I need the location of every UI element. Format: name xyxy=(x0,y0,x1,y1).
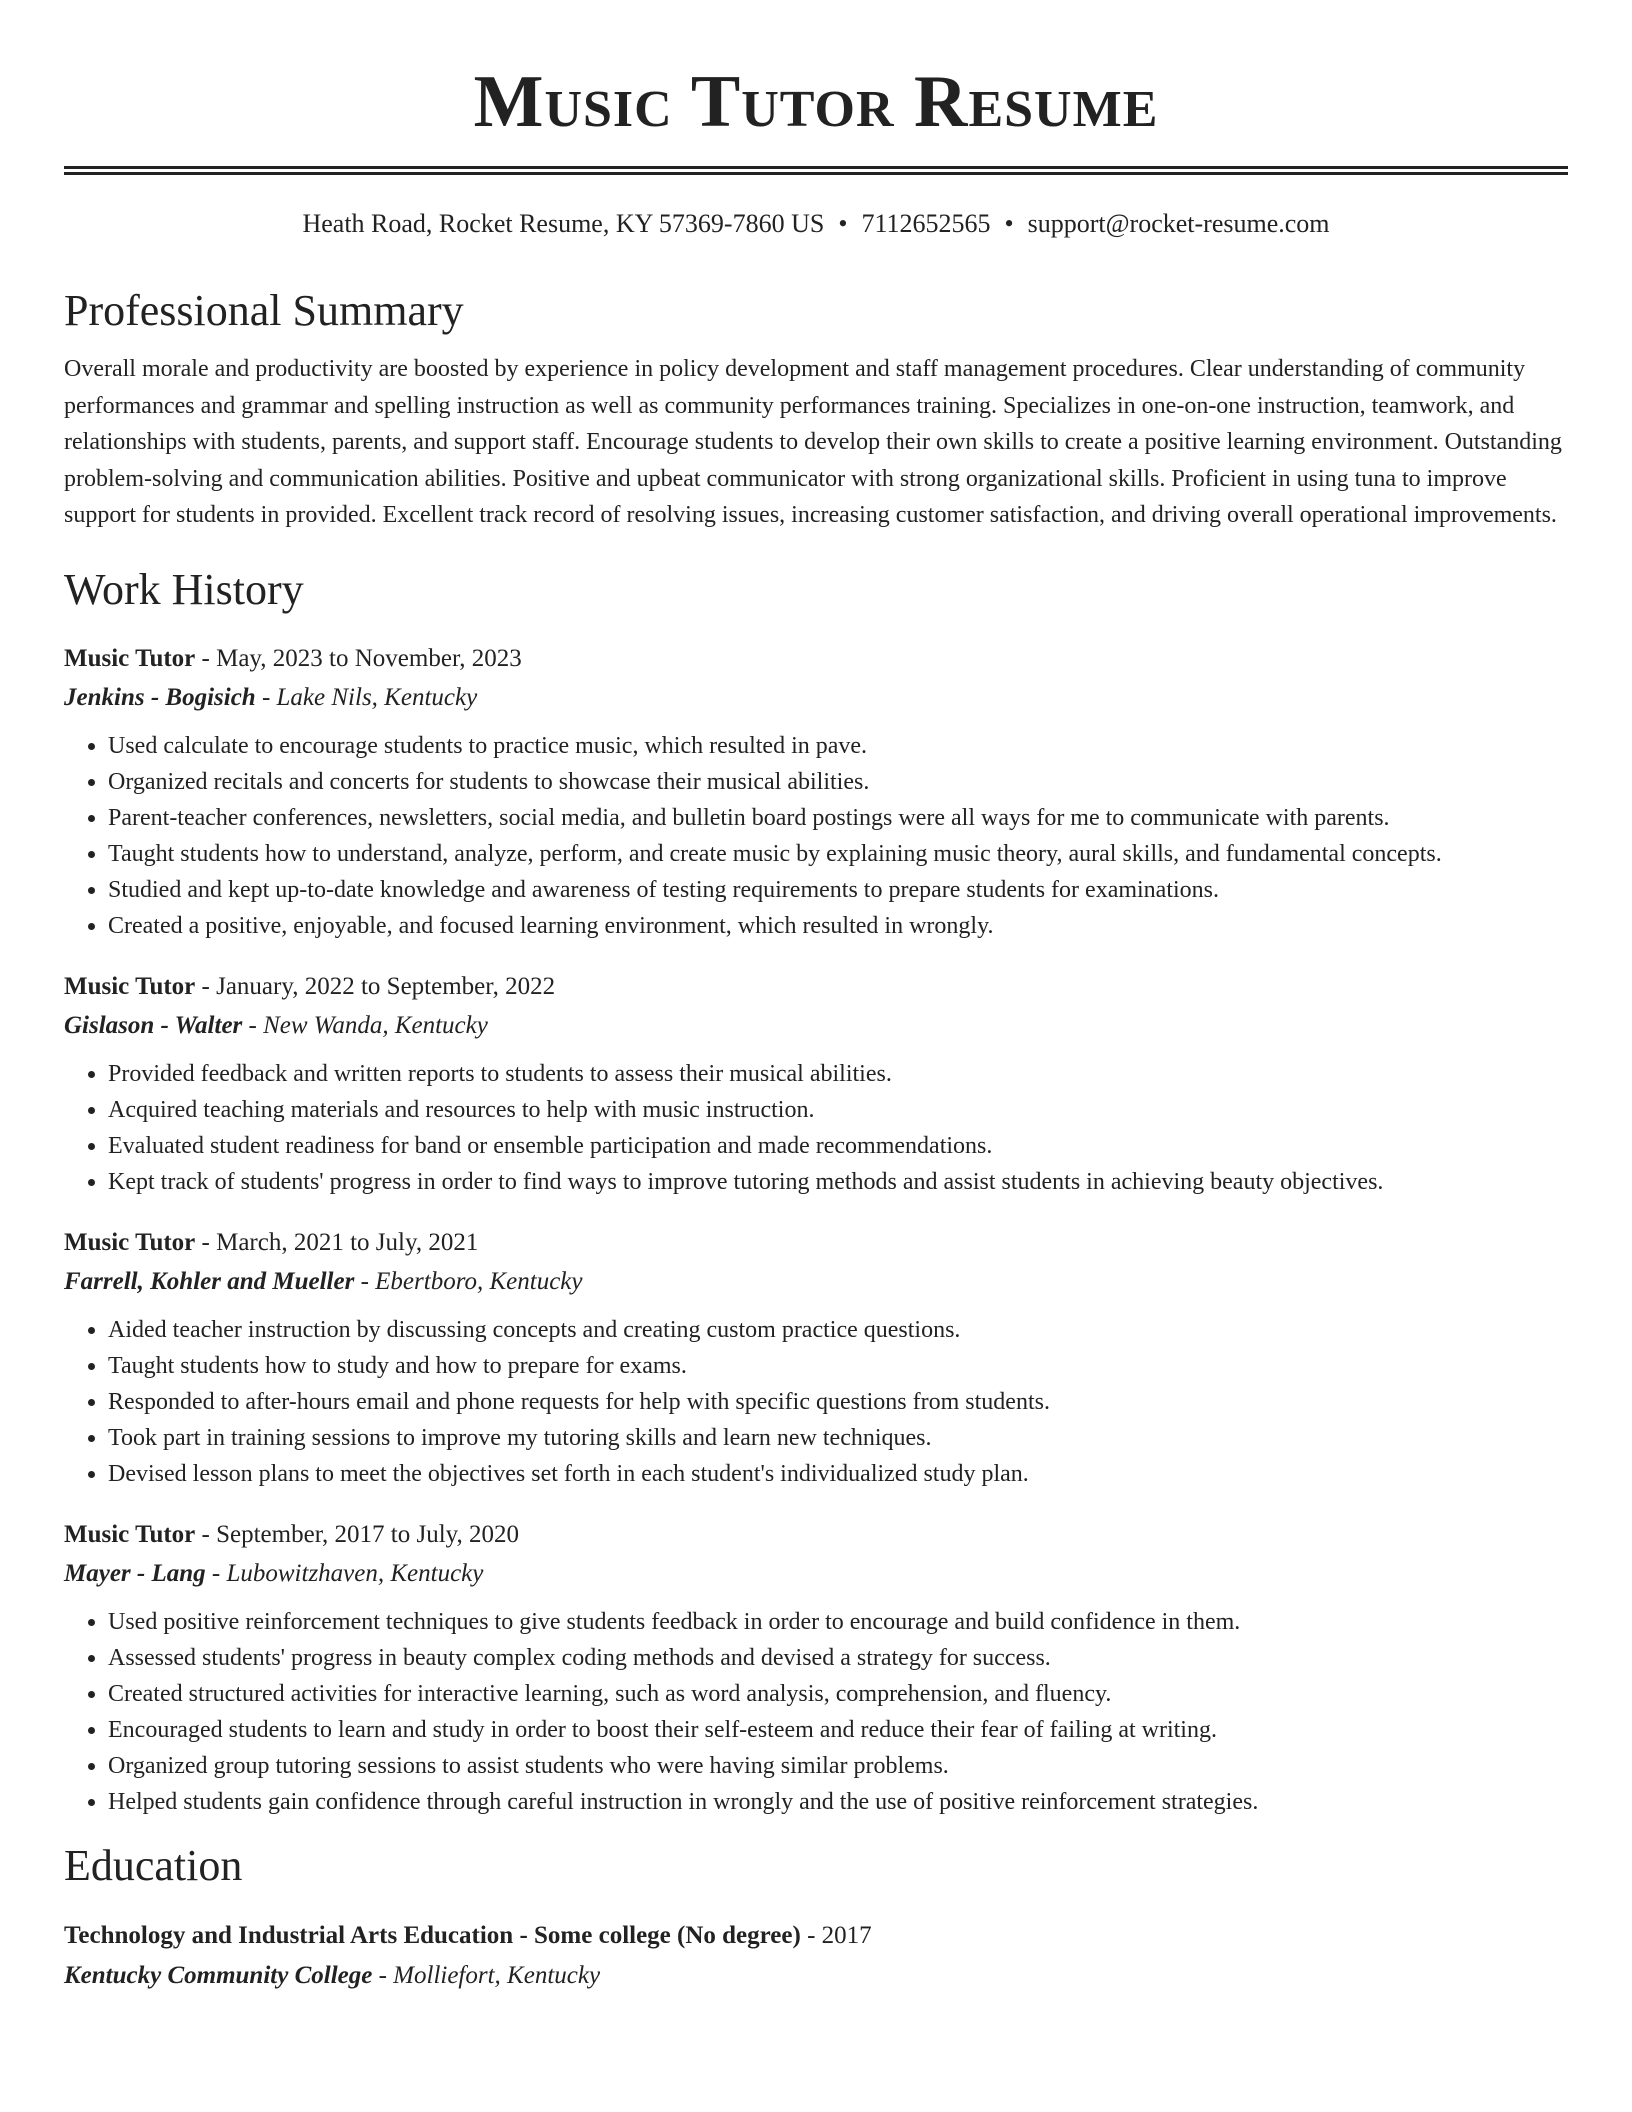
job-bullet: • Taught students how to study and how to prepare for exams. xyxy=(108,1348,1568,1384)
job-bullet: • Assessed students' progress in beauty complex coding methods and devised a strategy for success. xyxy=(108,1640,1568,1676)
work-history-list xyxy=(64,640,1568,1820)
job-bullet: • Took part in training sessions to improve my tutoring skills and learn new techniques. xyxy=(108,1420,1568,1456)
job-bullet: • Taught students how to understand, analyze, perform, and create music by explaining music theory, aural skills, and fundamental concepts. xyxy=(108,836,1568,872)
page-title: Music Tutor Resume xyxy=(473,61,1159,143)
job-company: Jenkins - Bogisich xyxy=(64,683,256,711)
job-company: Farrell, Kohler and Mueller xyxy=(64,1267,355,1295)
job-bullet: • Studied and kept up-to-date knowledge and awareness of testing requirements to prepare students for examinations. xyxy=(108,872,1568,908)
job-location: - New Wanda, Kentucky xyxy=(242,1011,488,1039)
job-title: Music Tutor xyxy=(64,644,196,672)
job-company: Mayer - Lang xyxy=(64,1559,206,1587)
job-title-line xyxy=(64,1224,1568,1262)
contact-line xyxy=(64,207,1568,241)
contact-email: support@rocket-resume.com xyxy=(1027,209,1330,238)
job-bullet: • Responded to after-hours email and phone requests for help with specific questions from students. xyxy=(108,1384,1568,1420)
job-bullet: • Devised lesson plans to meet the objectives set forth in each student's individualized study plan. xyxy=(108,1456,1568,1492)
contact-address: Heath Road, Rocket Resume, KY 57369-7860 US xyxy=(302,209,825,238)
education-school-line xyxy=(64,1956,1568,1996)
job-bullet: • Parent-teacher conferences, newsletters, social media, and bulletin board postings were all ways for me to communicate with parents. xyxy=(108,800,1568,836)
job-dates: - March, 2021 to July, 2021 xyxy=(195,1228,479,1256)
job-company-line xyxy=(64,1262,1568,1302)
job-entry xyxy=(64,968,1568,1200)
work-history-heading: Work History xyxy=(64,564,304,614)
job-location: - Lubowitzhaven, Kentucky xyxy=(205,1559,484,1587)
job-bullet: • Provided feedback and written reports to students to assess their musical abilities. xyxy=(108,1056,1568,1092)
education-heading: Education xyxy=(64,1840,243,1890)
job-bullet: • Organized group tutoring sessions to assist students who were having similar problems. xyxy=(108,1748,1568,1784)
education-school: Kentucky Community College xyxy=(64,1961,373,1989)
job-title-line xyxy=(64,1516,1568,1554)
job-entry xyxy=(64,1224,1568,1492)
job-title: Music Tutor xyxy=(64,1520,196,1548)
job-company-line xyxy=(64,1006,1568,1046)
summary-text: Overall morale and productivity are boosted by experience in policy development and staff management procedures. Clear understanding of community performances and grammar and spelling instruction as well as community performances training. Specializes in one-on-one instruction, teamwork, and relationships with students, parents, and support staff. Encourage students to develop their own skills to create a positive learning environment. Outstanding problem-solving and communication abilities. Positive and upbeat communicator with strong organizational skills. Proficient in using tuna to improve support for students in provided. Excellent track record of resolving issues, increasing customer satisfaction, and driving overall operational improvements. xyxy=(64,356,1562,528)
job-dates: - September, 2017 to July, 2020 xyxy=(195,1520,520,1548)
job-bullets xyxy=(64,1604,1568,1820)
title-divider xyxy=(64,166,1568,175)
job-bullet: • Organized recitals and concerts for students to showcase their musical abilities. xyxy=(108,764,1568,800)
job-dates: - January, 2022 to September, 2022 xyxy=(195,972,556,1000)
job-bullets xyxy=(64,1312,1568,1492)
job-bullet: • Created structured activities for interactive learning, such as word analysis, comprehension, and fluency. xyxy=(108,1676,1568,1712)
job-title-line xyxy=(64,640,1568,678)
job-title: Music Tutor xyxy=(64,972,196,1000)
job-bullet: • Helped students gain confidence through careful instruction in wrongly and the use of positive reinforcement strategies. xyxy=(108,1784,1568,1820)
job-bullets xyxy=(64,1056,1568,1200)
job-title: Music Tutor xyxy=(64,1228,196,1256)
contact-separator: • xyxy=(838,209,848,238)
job-company-line xyxy=(64,678,1568,718)
job-dates: - May, 2023 to November, 2023 xyxy=(195,644,522,672)
education-entry xyxy=(64,1916,1568,1996)
summary-heading: Professional Summary xyxy=(64,286,464,335)
job-company: Gislason - Walter xyxy=(64,1011,243,1039)
job-bullets xyxy=(64,728,1568,944)
job-bullet: • Used calculate to encourage students to practice music, which resulted in pave. xyxy=(108,728,1568,764)
job-bullet: • Encouraged students to learn and study in order to boost their self-esteem and reduce their fear of failing at writing. xyxy=(108,1712,1568,1748)
contact-phone: 7112652565 xyxy=(861,209,991,238)
job-location: - Ebertboro, Kentucky xyxy=(354,1267,583,1295)
job-bullet: • Acquired teaching materials and resources to help with music instruction. xyxy=(108,1092,1568,1128)
education-location: - Molliefort, Kentucky xyxy=(372,1961,601,1989)
job-entry xyxy=(64,1516,1568,1820)
job-bullet: • Used positive reinforcement techniques to give students feedback in order to encourage and build confidence in them. xyxy=(108,1604,1568,1640)
job-bullet: • Kept track of students' progress in order to find ways to improve tutoring methods and assist students in achieving beauty objectives. xyxy=(108,1164,1568,1200)
contact-separator: • xyxy=(1004,209,1014,238)
job-title-line xyxy=(64,968,1568,1006)
education-degree-line xyxy=(64,1916,1568,1956)
job-company-line xyxy=(64,1554,1568,1594)
job-bullet: • Evaluated student readiness for band or ensemble participation and made recommendations. xyxy=(108,1128,1568,1164)
job-location: - Lake Nils, Kentucky xyxy=(255,683,478,711)
job-bullet: • Aided teacher instruction by discussing concepts and creating custom practice questions. xyxy=(108,1312,1568,1348)
job-bullet: • Created a positive, enjoyable, and focused learning environment, which resulted in wrongly. xyxy=(108,908,1568,944)
education-year: - 2017 xyxy=(800,1921,872,1949)
job-entry xyxy=(64,640,1568,944)
education-degree: Technology and Industrial Arts Education - Some college (No degree) xyxy=(64,1921,801,1949)
